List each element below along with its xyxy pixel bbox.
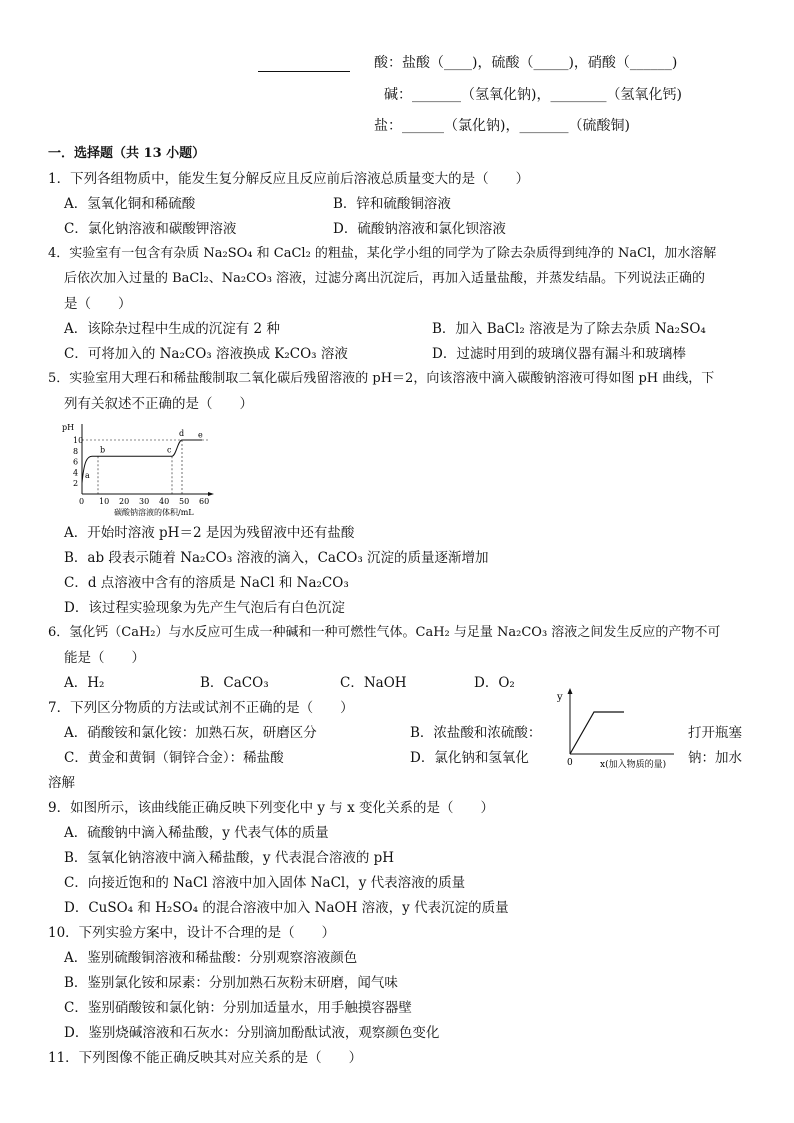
xy-curve-chart <box>552 686 682 770</box>
xy-ylabel: y <box>557 692 563 703</box>
q10-option-c: C．鉴别硝酸铵和氯化钠：分别加适量水，用手触摸容器壁 <box>64 1000 412 1016</box>
xy-curve <box>570 712 624 754</box>
q4-stem-line3: 是（ ） <box>64 296 132 312</box>
ph-ytick-label: 8 <box>73 446 79 456</box>
y-axis-arrow <box>568 688 573 694</box>
q9-stem: 9．如图所示，该曲线能正确反映下列变化中 y 与 x 变化关系的是（ ） <box>48 800 494 816</box>
q5-option-c: C．d 点溶液中含有的溶质是 NaCl 和 Na₂CO₃ <box>64 575 349 591</box>
header-blank <box>258 58 350 76</box>
q7-option-b: B．浓盐酸和浓硫酸： <box>410 725 542 741</box>
q5-stem-line2: 列有关叙述不正确的是（ ） <box>64 396 253 412</box>
ph-xtick-label: 60 <box>199 497 210 506</box>
q7-stem: 7．下列区分物质的方法或试剂不正确的是（ ） <box>48 700 354 716</box>
q1-option-d: D．硫酸钠溶液和氯化钡溶液 <box>333 221 506 237</box>
xy-origin: 0 <box>567 758 573 768</box>
q7-option-b-tail: 打开瓶塞 <box>688 725 742 741</box>
q6-stem-line2: 能是（ ） <box>64 650 145 666</box>
q5-stem-line1: 5．实验室用大理石和稀盐酸制取二氧化碳后残留溶液的 pH＝2，向该溶液中滴入碳酸钠溶液可得如图 pH 曲线，下 <box>48 371 715 386</box>
q11-stem: 11．下列图像不能正确反映其对应关系的是（ ） <box>48 1050 363 1066</box>
q10-option-d: D．鉴别烧碱溶液和石灰水：分别滴加酚酞试液，观察颜色变化 <box>64 1025 440 1041</box>
q10-option-a: A．鉴别硫酸铜溶液和稀盐酸：分别观察溶液颜色 <box>64 950 358 966</box>
q7-option-d: D．氯化钠和氢氧化 <box>410 750 529 766</box>
ph-point-label-e: e <box>198 430 203 440</box>
ph-xtick-label: 0 <box>79 497 85 506</box>
q4-option-b: B．加入 BaCl₂ 溶液是为了除去杂质 Na₂SO₄ <box>432 321 706 337</box>
ph-ytick-label: 6 <box>73 457 79 467</box>
ph-point-label-a: a <box>85 470 90 480</box>
q9-option-b: B．氢氧化钠溶液中滴入稀盐酸，y 代表混合溶液的 pH <box>64 850 395 866</box>
ph-xtick-label: 30 <box>139 497 150 506</box>
q9-option-c: C．向接近饱和的 NaCl 溶液中加入固体 NaCl，y 代表溶液的质量 <box>64 875 466 891</box>
q1-stem: 1．下列各组物质中，能发生复分解反应且反应前后溶液总质量变大的是（ ） <box>48 171 530 187</box>
q4-option-d: D．过滤时用到的玻璃仪器有漏斗和玻璃棒 <box>432 346 686 362</box>
ph-ytick-label: 4 <box>73 468 79 478</box>
q1-option-b: B．锌和硫酸铜溶液 <box>333 196 451 212</box>
q6-option-c: C．NaOH <box>340 675 407 691</box>
q6-stem-line1: 6．氢化钙（CaH₂）与水反应可生成一种碱和一种可燃性气体。CaH₂ 与足量 Na₂CO₃ 溶液之间发生反应的产物不可 <box>48 625 721 640</box>
q10-stem: 10．下列实验方案中，设计不合理的是（ ） <box>48 925 336 941</box>
q7-option-c: C．黄金和黄铜（铜锌合金）：稀盐酸 <box>64 750 284 766</box>
section-title: 一．选择题（共 13 小题） <box>48 146 206 161</box>
ph-xtick-label: 10 <box>99 497 110 506</box>
q1-option-a: A．氢氧化铜和稀硫酸 <box>64 196 196 212</box>
ph-point-label-c: c <box>167 445 172 455</box>
q4-stem-line1: 4．实验室有一包含有杂质 Na₂SO₄ 和 CaCl₂ 的粗盐，某化学小组的同学为了除去杂质得到纯净的 NaCl，加水溶解 <box>48 246 717 261</box>
q9-option-a: A．硫酸钠中滴入稀盐酸，y 代表气体的质量 <box>64 825 329 841</box>
q7-option-d-tail: 钠：加水 <box>688 750 742 766</box>
q4-option-c: C．可将加入的 Na₂CO₃ 溶液换成 K₂CO₃ 溶液 <box>64 346 348 362</box>
q6-option-b: B．CaCO₃ <box>200 675 269 691</box>
ph-chart-xlabel: 碳酸钠溶液的体积/mL <box>114 508 194 517</box>
ph-xtick-label: 40 <box>159 497 170 506</box>
salt-line: 盐：______（氯化钠)，_______（硫酸铜) <box>374 118 630 134</box>
q6-option-d: D．O₂ <box>474 675 515 691</box>
ph-curve-chart <box>60 420 260 518</box>
q5-option-a: A．开始时溶液 pH＝2 是因为残留液中还有盐酸 <box>64 525 355 541</box>
ph-xtick-label: 20 <box>119 497 130 506</box>
ph-point-label-b: b <box>100 445 106 455</box>
q9-option-d: D．CuSO₄ 和 H₂SO₄ 的混合溶液中加入 NaOH 溶液，y 代表沉淀的质量 <box>64 900 509 916</box>
ph-chart-ylabel: pH <box>62 423 75 432</box>
q7-option-a: A．硝酸铵和氯化铵：加熟石灰，研磨区分 <box>64 725 317 741</box>
ph-ytick-label: 2 <box>73 479 79 489</box>
q6-option-a: A．H₂ <box>64 675 105 691</box>
ph-ytick-label: 10 <box>73 436 84 445</box>
ph-x-axis-arrow <box>208 492 214 496</box>
q4-stem-line2: 后依次加入过量的 BaCl₂、Na₂CO₃ 溶液，过滤分离出沉淀后，再加入适量盐酸，并蒸发结晶。下列说法正确的 <box>64 271 706 286</box>
q4-option-a: A．该除杂过程中生成的沉淀有 2 种 <box>64 321 280 337</box>
ph-point-label-d: d <box>179 429 185 439</box>
q10-option-b: B．鉴别氯化铵和尿素：分别加熟石灰粉末研磨，闻气味 <box>64 975 398 991</box>
q1-option-c: C．氯化钠溶液和碳酸钾溶液 <box>64 221 237 237</box>
acid-line: 酸：盐酸（____)，硫酸（_____)，硝酸（______) <box>374 55 678 71</box>
q5-option-b: B．ab 段表示随着 Na₂CO₃ 溶液的滴入，CaCO₃ 沉淀的质量逐渐增加 <box>64 550 489 566</box>
q7-option-d-wrap: 溶解 <box>48 775 75 791</box>
ph-xtick-label: 50 <box>179 497 190 506</box>
q5-option-d: D．该过程实验现象为先产生气泡后有白色沉淀 <box>64 600 345 616</box>
base-line: 碱：_______（氢氧化钠)，________（氢氧化钙) <box>384 87 682 103</box>
xy-xlabel: x(加入物质的量) <box>600 760 667 770</box>
